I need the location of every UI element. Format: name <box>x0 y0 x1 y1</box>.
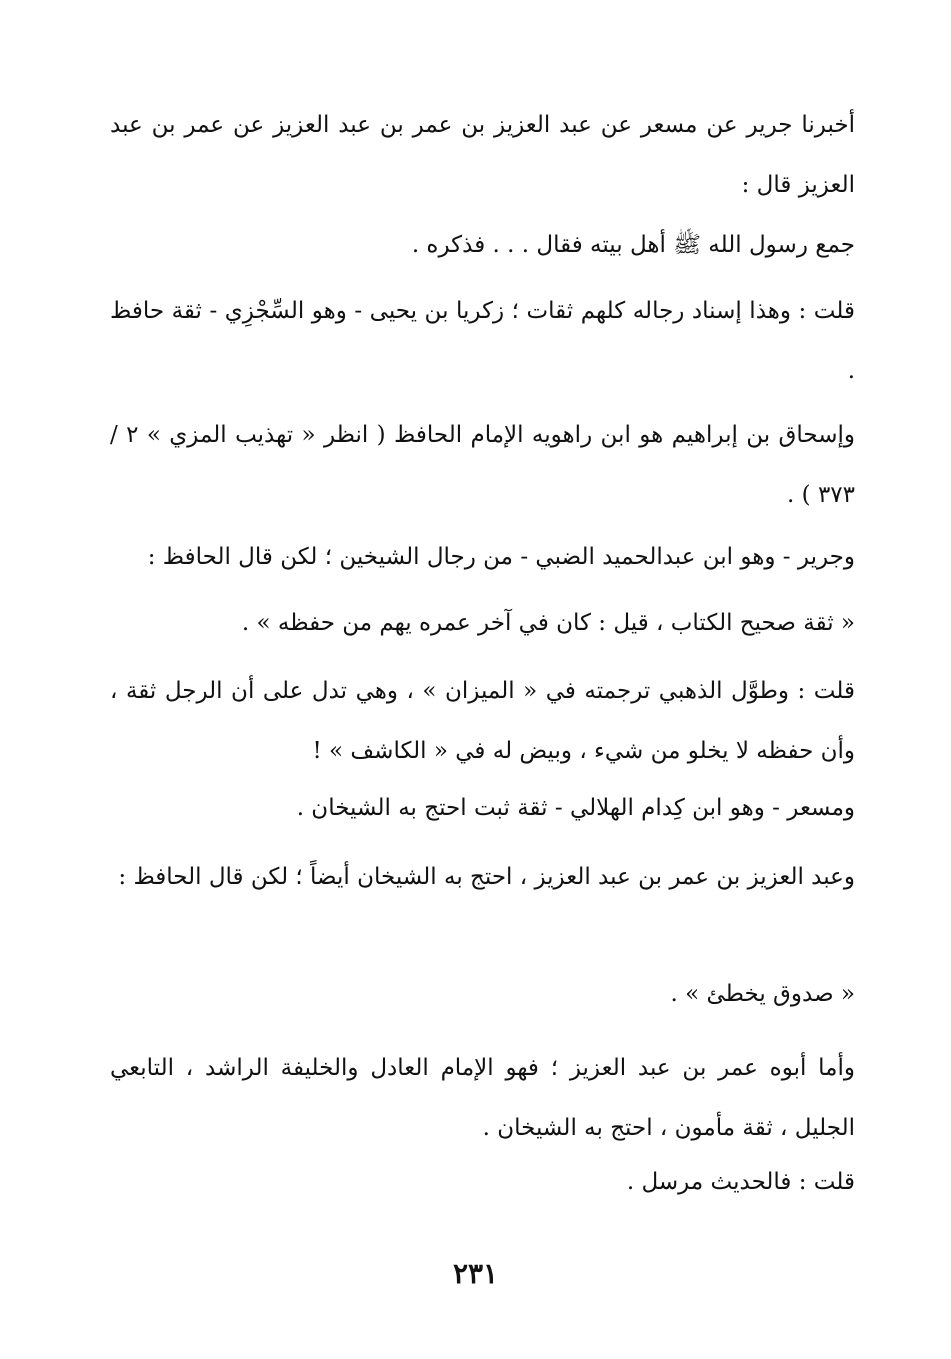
paragraph-ishaq-note: وإسحاق بن إبراهيم هو ابن راهويه الإمام الحافظ ( انظر « تهذيب المزي » ٢ / ٣٧٣ ) . <box>110 422 855 508</box>
paragraph-jarir-note: وجرير - وهو ابن عبدالحميد الضبي - من رجال الشيخين ؛ لكن قال الحافظ : <box>147 544 855 570</box>
paragraph-isnad-chain: أخبرنا جرير عن مسعر عن عبد العزيز بن عمر بن عبد العزيز عن عمر بن عبد العزيز قال : <box>110 112 855 198</box>
paragraph-dhahabi-note: قلت : وطوَّل الذهبي ترجمته في « الميزان » ، وهي تدل على أن الرجل ثقة ، وأن حفظه لا يخلو من شيء ، وبيض له في « الكاشف » ! <box>110 678 855 764</box>
paragraph-hafiz-quote: « ثقة صحيح الكتاب ، قيل : كان في آخر عمره يهم من حفظه » . <box>241 610 855 636</box>
paragraph-umar-note: وأما أبوه عمر بن عبد العزيز ؛ فهو الإمام العادل والخليفة الراشد ، التابعي الجليل ، ثقة مأمون ، احتج به الشيخان . <box>110 1055 855 1141</box>
paragraph-abdulaziz-note: وعبد العزيز بن عمر بن عبد العزيز ، احتج به الشيخان أيضاً ؛ لكن قال الحافظ : <box>118 864 855 890</box>
paragraph-misar-note: ومسعر - وهو ابن كِدام الهلالي - ثقة ثبت احتج به الشيخان . <box>296 795 855 821</box>
paragraph-saduq-quote: « صدوق يخطئ » . <box>670 981 855 1007</box>
paragraph-conclusion: قلت : فالحديث مرسل . <box>626 1169 855 1195</box>
paragraph-isnad-assessment: قلت : وهذا إسناد رجاله كلهم ثقات ؛ زكريا بن يحيى - وهو السِّجْزِي - ثقة حافظ . <box>110 298 855 384</box>
paragraph-hadith-text: جمع رسول الله ﷺ أهل بيته فقال . . . فذكره . <box>411 232 855 258</box>
page-number: ٢٣١ <box>452 1257 499 1290</box>
